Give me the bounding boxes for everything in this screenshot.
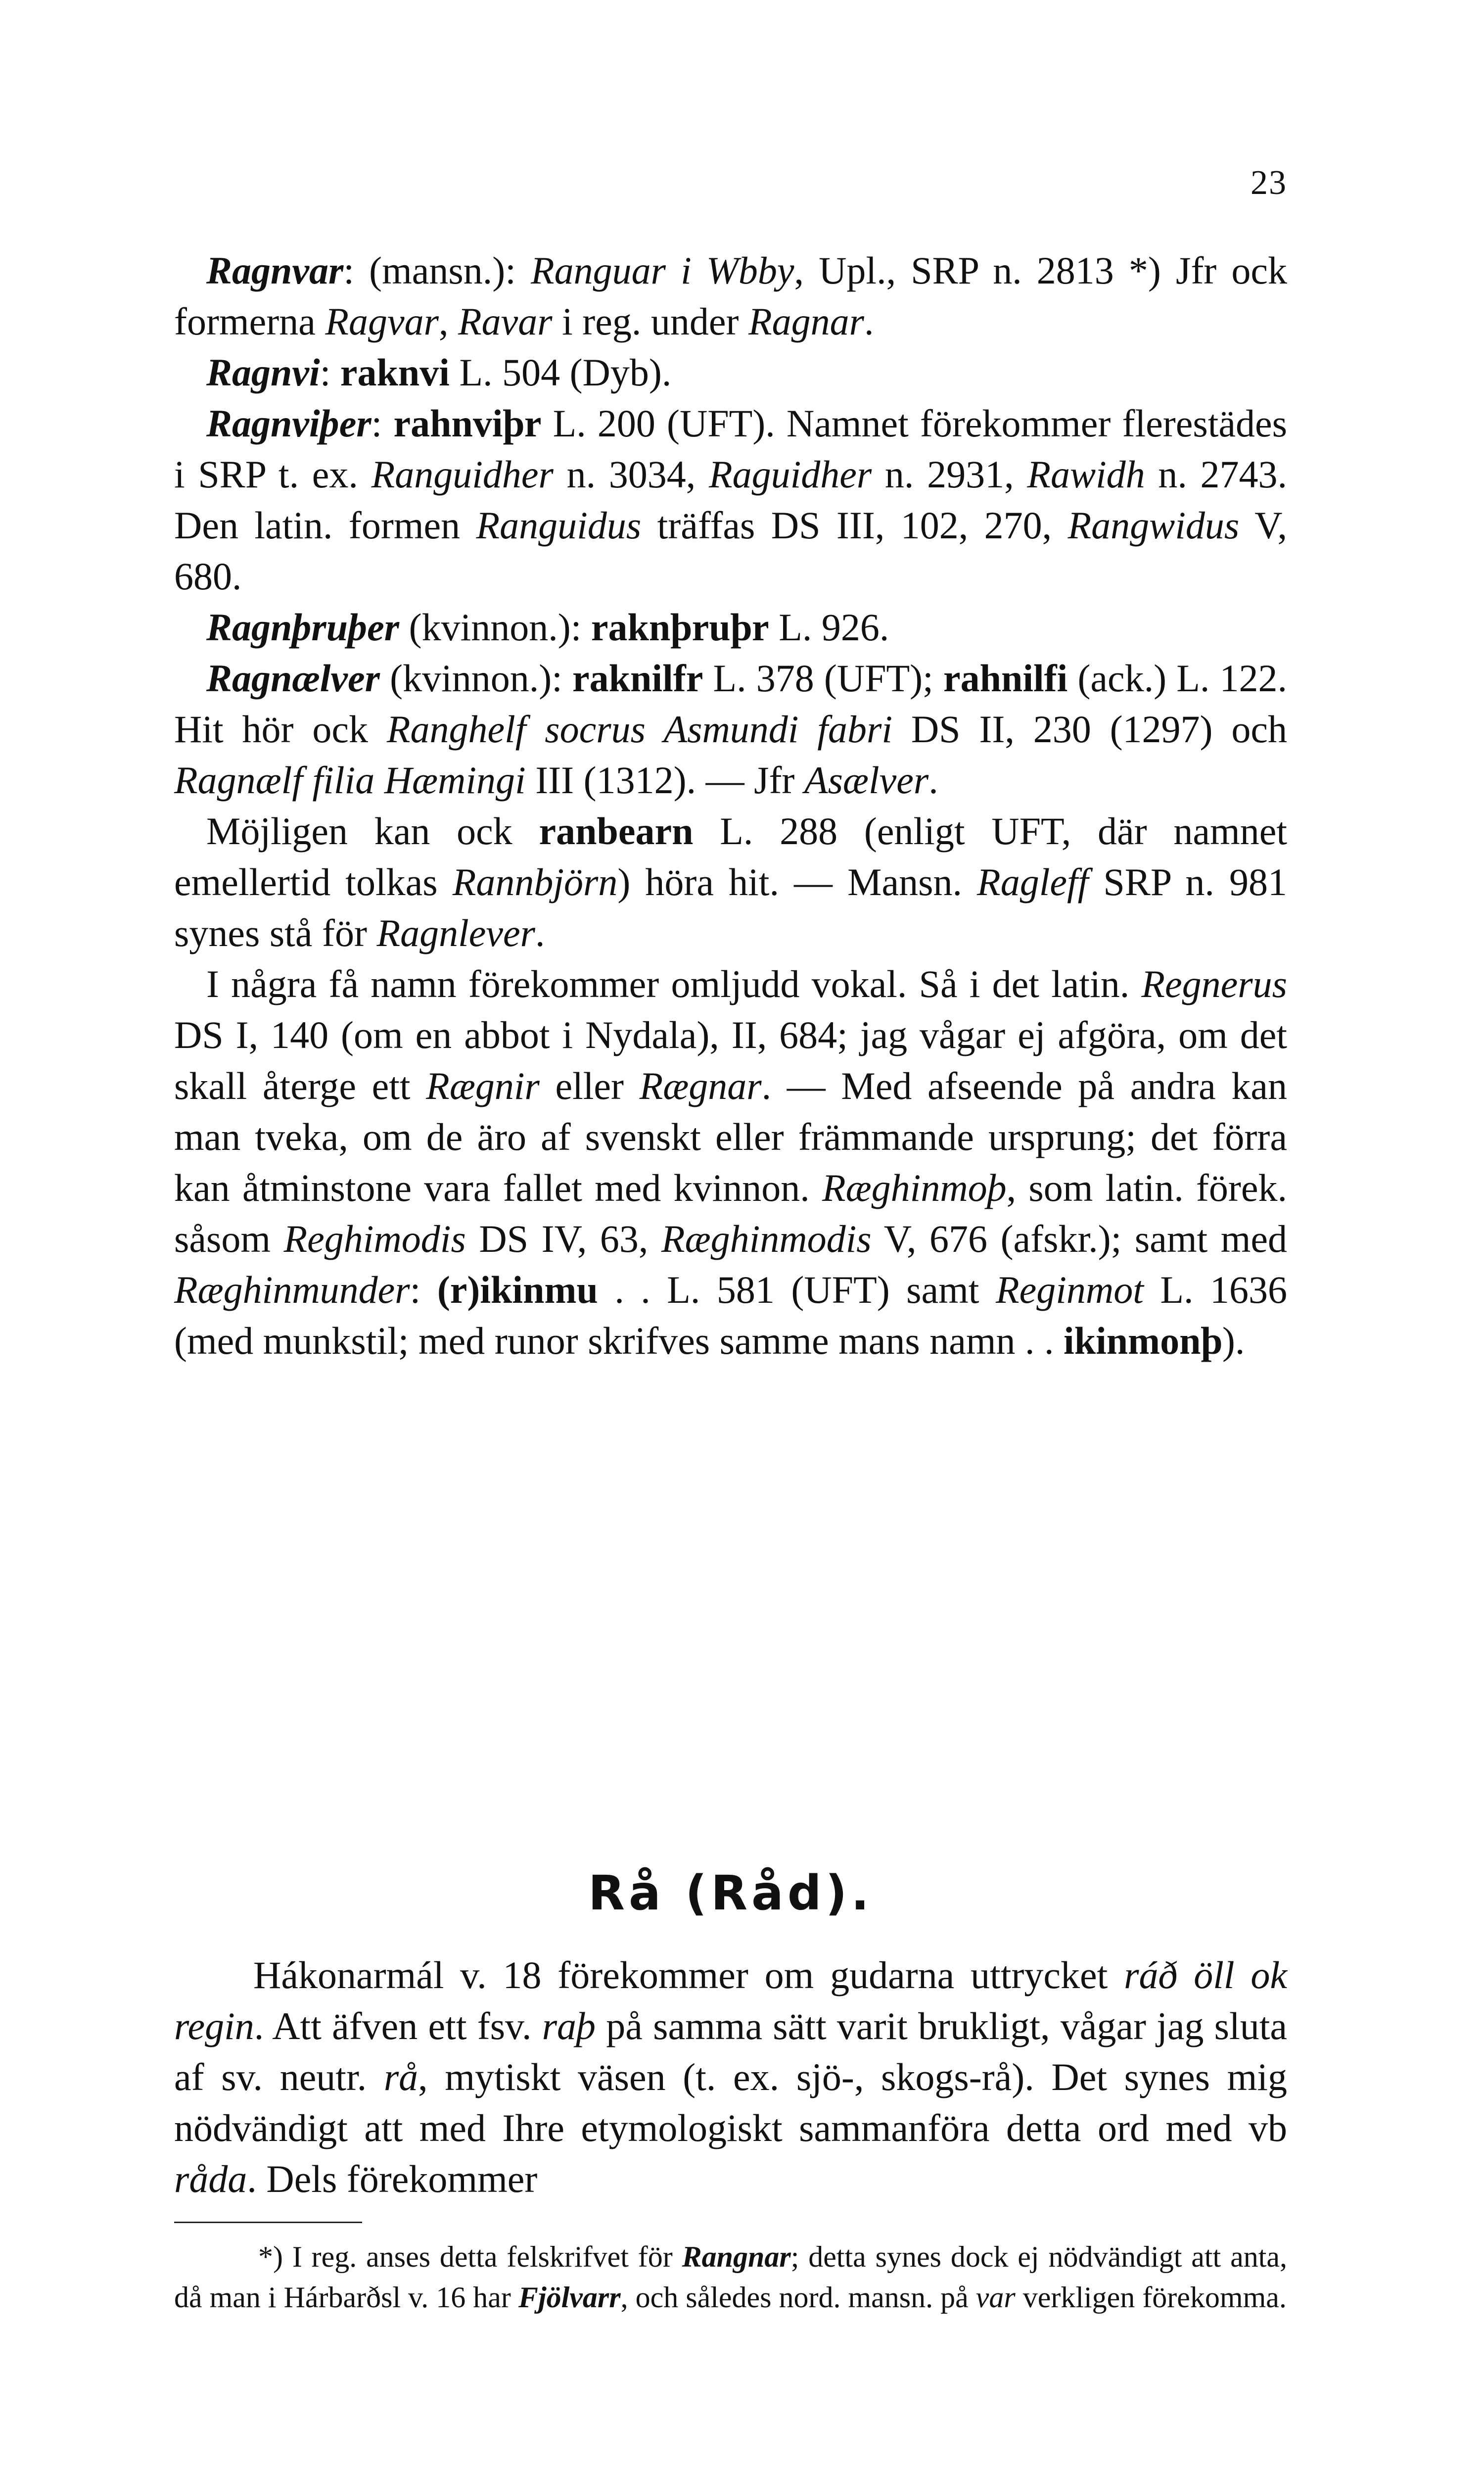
main-text <box>174 245 1287 1366</box>
footnote-text: *) I reg. anses detta felskrifvet för Rangnar; detta synes dock ej nödvändigt att anta, då man i Hárbarðsl v. 16 har Fjölvarr, och således nord. mansn. på var verkligen förekomma. <box>174 2240 1287 2314</box>
entry-ragnaelver: Ragnælver (kvinnon.): raknilfr L. 378 (UFT); rahnilfi (ack.) L. 122. Hit hör ock Ranghelf socrus Asmundi fabri DS II, 230 (1297) och Ragnælf filia Hæmingi III (1312). — Jfr Asælver. <box>174 657 1288 802</box>
headword: Ragnvi <box>206 351 320 394</box>
entry-ragnvi: Ragnvi: raknvi L. 504 (Dyb). <box>206 351 672 394</box>
headword: Ragnælver <box>206 657 380 700</box>
headword: Ragnviþer <box>206 402 371 445</box>
section-paragraph: Hákonarmál v. 18 förekommer om gudarna uttrycket ráð öll ok regin. Att äfven ett fsv. raþ på samma sätt varit brukligt, vågar jag sluta af sv. neutr. rå, mytiskt väsen (t. ex. sjö-, skogs-rå). Det synes mig nödvändigt att med Ihre etymologiskt sammanföra detta ord med vb råda. Dels förekommer <box>174 1953 1287 2200</box>
runic-form: rahnilfi <box>943 657 1068 700</box>
headword: Ragnvar <box>206 249 344 292</box>
paragraph-ranbearn: Möjligen kan ock ranbearn L. 288 (enligt UFT, där namnet emellertid tolkas Rannbjörn) höra hit. — Mansn. Ragleff SRP n. 981 synes stå för Ragnlever. <box>174 809 1287 954</box>
runic-form: ranbearn <box>539 809 694 853</box>
runic-form: rahnviþr <box>393 402 542 445</box>
paragraph-omljud: I några få namn förekommer omljudd vokal. Så i det latin. Regnerus DS I, 140 (om en abbot i Nydala), II, 684; jag vågar ej afgöra, om det skall återge ett Rægnir eller Rægnar. — Med afseende på andra kan man tveka, om de äro af svenskt eller främmande ursprung; det förra kan åtminstone vara fallet med kvinnon. Ræghinmoþ, som latin. förek. såsom Reghimodis DS IV, 63, Ræghinmodis V, 676 (afskr.); samt med Ræghinmunder: (r)ikinmu . . L. 581 (UFT) samt Reginmot L. 1636 (med munkstil; med runor skrifves samme mans namn . . ikinmonþ). <box>174 962 1288 1362</box>
entry-ragnvar: Ragnvar: (mansn.): Ranguar i Wbby, Upl., SRP n. 2813 *) Jfr ock formerna Ragvar, Ravar i reg. under Ragnar. <box>174 249 1287 343</box>
section-heading: Rå (Råd). <box>588 1865 873 1921</box>
runic-form: raknilfr <box>572 657 703 700</box>
footnote-divider <box>174 2222 362 2223</box>
runic-form: ikinmonþ <box>1064 1319 1222 1362</box>
runic-form: raknvi <box>340 351 450 394</box>
entry-ragnthruther: Ragnþruþer (kvinnon.): raknþruþr L. 926. <box>206 606 889 649</box>
footnote <box>174 2236 1287 2318</box>
section-text <box>174 1949 1287 2204</box>
entry-ragnvither: Ragnviþer: rahnviþr L. 200 (UFT). Namnet förekommer flerestädes i SRP t. ex. Ranguidher n. 3034, Raguidher n. 2931, Rawidh n. 2743. Den latin. formen Ranguidus träffas DS III, 102, 270, Rangwidus V, 680. <box>174 402 1288 598</box>
headword: Ragnþruþer <box>206 606 400 649</box>
page-number: 23 <box>1251 164 1287 202</box>
runic-form: (r)ikinmu <box>437 1268 598 1311</box>
runic-form: raknþruþr <box>591 606 769 649</box>
